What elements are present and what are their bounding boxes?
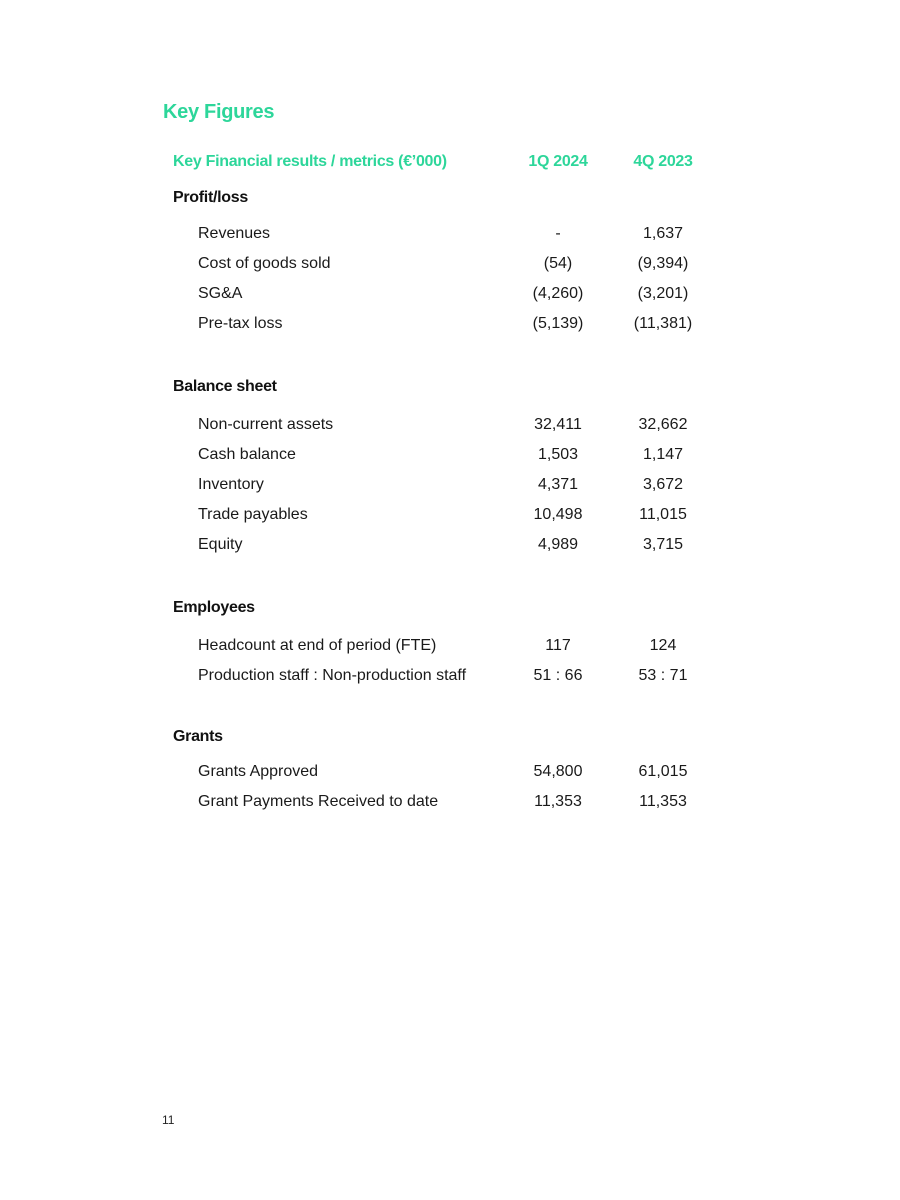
row-value-4q-2023: 1,147: [642, 446, 684, 463]
section-title-employees: Employees: [173, 599, 255, 616]
section-title-grants: Grants: [173, 728, 223, 745]
row-label: Headcount at end of period (FTE): [198, 637, 437, 654]
table-header: [173, 153, 733, 175]
row-value-1q-2024: 4,371: [537, 476, 579, 493]
row-value-1q-2024: 4,989: [537, 536, 579, 553]
table-row: [173, 506, 733, 528]
row-label: Production staff : Non-production staff: [198, 667, 467, 684]
row-value-4q-2023: 124: [649, 637, 677, 654]
table-row: [173, 446, 733, 468]
table-row: [173, 763, 733, 785]
row-value-1q-2024: -: [555, 225, 561, 242]
row-value-1q-2024: 54,800: [533, 763, 583, 780]
table-row: [173, 476, 733, 498]
row-value-4q-2023: 61,015: [638, 763, 688, 780]
section-title-profit-loss: Profit/loss: [173, 189, 248, 206]
row-value-4q-2023: 1,637: [642, 225, 684, 242]
row-label: Equity: [198, 536, 243, 553]
row-value-4q-2023: 11,015: [639, 506, 687, 523]
table-row: [173, 637, 733, 659]
row-value-4q-2023: 53 : 71: [638, 667, 688, 684]
table-row: [173, 793, 733, 815]
row-value-1q-2024: 10,498: [533, 506, 583, 523]
row-value-1q-2024: 11,353: [534, 793, 582, 810]
table-header-col-1q-2024: 1Q 2024: [528, 153, 588, 170]
table-row: [173, 255, 733, 277]
table-header-label: Key Financial results / metrics (€’000): [173, 153, 447, 170]
row-value-4q-2023: (9,394): [637, 255, 689, 272]
row-label: Inventory: [198, 476, 264, 493]
table-row: [173, 315, 733, 337]
row-label: Revenues: [198, 225, 271, 242]
row-value-1q-2024: (54): [543, 255, 573, 272]
row-label: Cost of goods sold: [198, 255, 331, 272]
row-label: Grants Approved: [198, 763, 319, 780]
row-value-1q-2024: 117: [545, 637, 571, 654]
page-title: Key Figures: [163, 101, 275, 123]
table-row: [173, 285, 733, 307]
row-value-1q-2024: (4,260): [532, 285, 584, 302]
table-row: [173, 536, 733, 558]
table-row: [173, 416, 733, 438]
row-value-4q-2023: 32,662: [638, 416, 688, 433]
table-row: [173, 667, 733, 689]
row-value-1q-2024: (5,139): [532, 315, 584, 332]
row-label: Pre-tax loss: [198, 315, 283, 332]
row-value-4q-2023: 3,715: [642, 536, 684, 553]
row-value-1q-2024: 1,503: [537, 446, 579, 463]
row-label: SG&A: [198, 285, 243, 302]
row-value-1q-2024: 51 : 66: [533, 667, 583, 684]
row-value-4q-2023: 3,672: [642, 476, 684, 493]
section-title-balance-sheet: Balance sheet: [173, 378, 277, 395]
row-value-4q-2023: 11,353: [639, 793, 687, 810]
row-label: Cash balance: [198, 446, 296, 463]
row-value-4q-2023: (3,201): [637, 285, 689, 302]
row-value-1q-2024: 32,411: [534, 416, 582, 433]
page-number: 11: [162, 1113, 175, 1127]
row-label: Trade payables: [198, 506, 308, 523]
row-label: Non-current assets: [198, 416, 334, 433]
table-row: [173, 225, 733, 247]
table-header-col-4q-2023: 4Q 2023: [633, 153, 693, 170]
row-label: Grant Payments Received to date: [198, 793, 439, 810]
row-value-4q-2023: (11,381): [633, 315, 693, 332]
